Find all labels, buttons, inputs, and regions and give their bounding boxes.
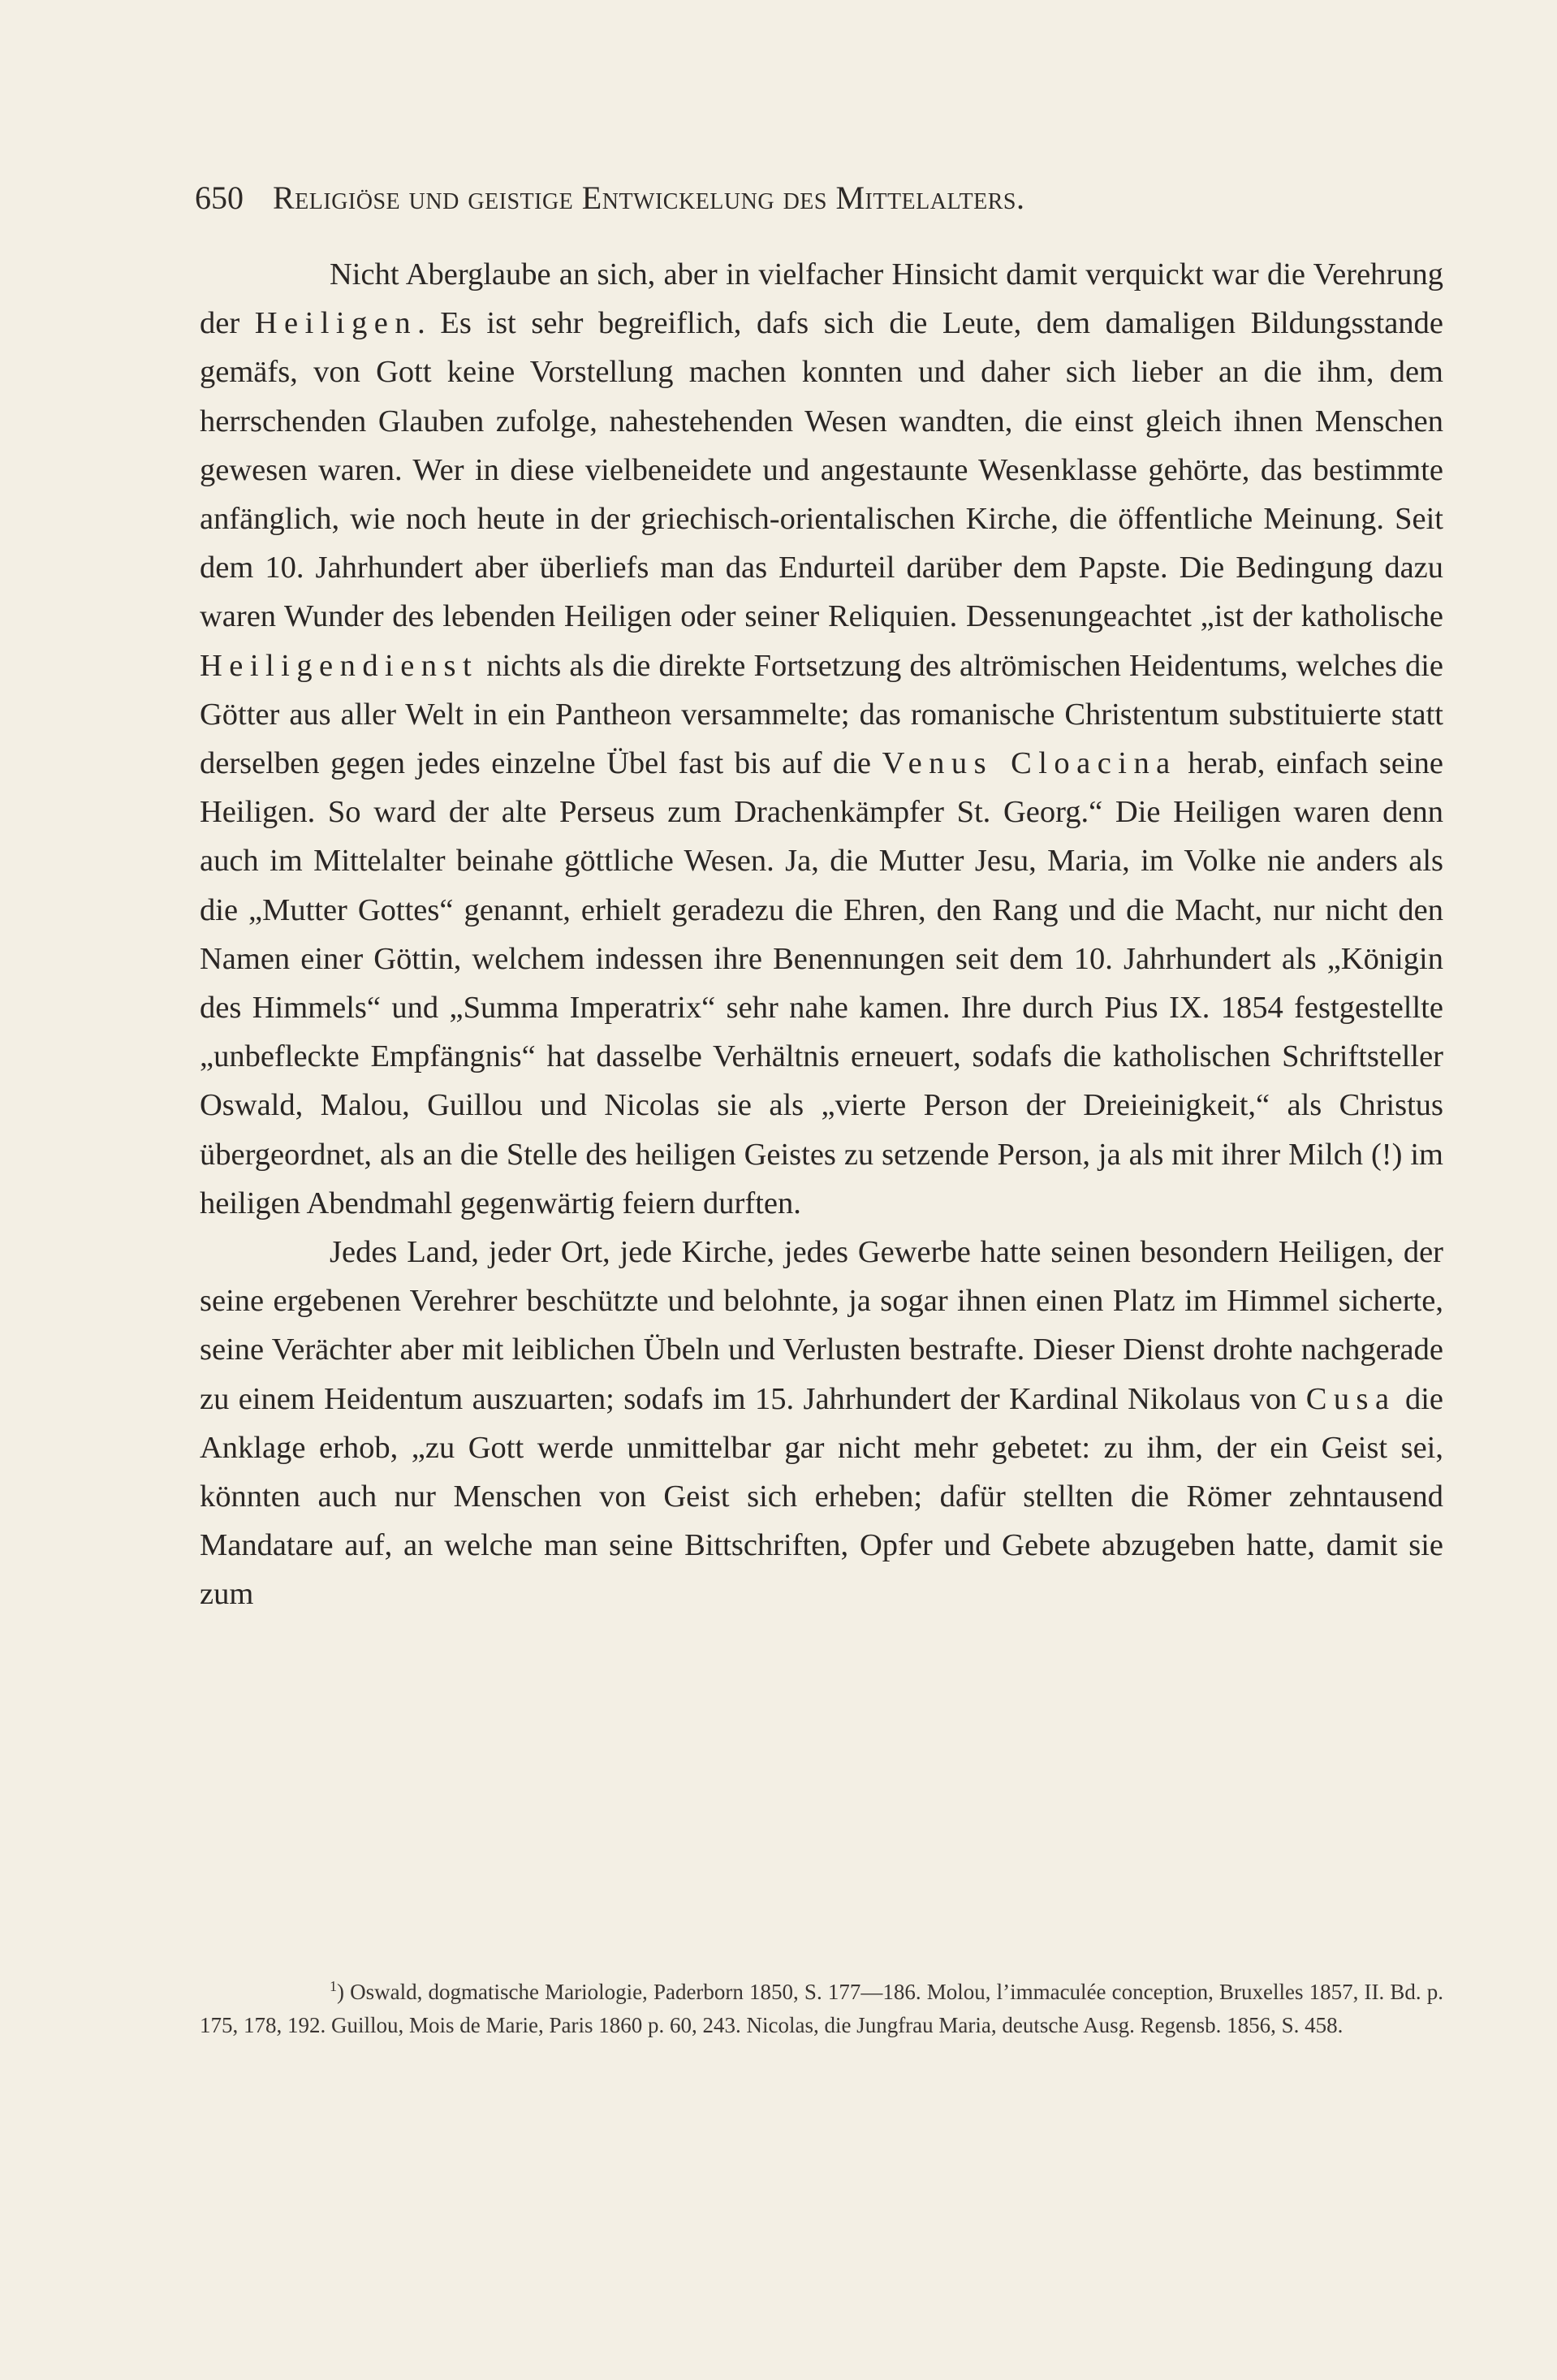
paragraph [200, 1228, 1443, 1619]
page-number: 650 [195, 179, 244, 216]
emphasized-term: Cusa [1305, 1381, 1396, 1416]
footnote-text: ) Oswald, dogmatische Mariologie, Paderborn 1850, S. 177—186. Molou, l’immaculée conception, Bruxelles 1857, II. Bd. p. 175, 178, 192. Guillou, Mois de Marie, Paris 1860 p. 60, 243. Nicolas, die Jungfrau Maria, deutsche Ausg. Regensb. 1856, S. 458. [200, 1980, 1443, 2037]
emphasized-term: Heiligendienst [200, 648, 479, 683]
text-segment: . Es ist sehr begreiflich, dafs sich die Leute, dem damaligen Bildungsstande gemäfs, von Gott keine Vorstellung machen konnten und daher sich lieber an die ihm, dem herrschenden Glauben zufolge, nahestehenden Wesen wandten, die einst gleich ihnen Menschen gewesen waren. Wer in diese vielbeneidete und angestaunte Wesenklasse gehörte, das bestimmte anfänglich, wie noch heute in der griechisch-orientalischen Kirche, die öffentliche Meinung. Seit dem 10. Jahrhundert aber überliefs man das Endurteil darüber dem Papste. Die Bedingung dazu waren Wunder des lebenden Heiligen oder seiner Reliquien. Dessenungeachtet „ist der katholische [200, 306, 1443, 634]
text-segment: Nicht Aberglaube an sich, aber in vielfacher Hinsicht damit verquickt war die Verehrung der [200, 257, 1443, 341]
text-segment: Jedes Land, jeder Ort, jede Kirche, jedes Gewerbe hatte seinen besondern Heiligen, der seine ergebenen Verehrer beschützte und belohnte, ja sogar ihnen einen Platz im Himmel sicherte, seine Verächter aber mit leiblichen Übeln und Verlusten bestrafte. Dieser Dienst drohte nachgerade zu einem Heidentum auszuarten; sodafs im 15. Jahrhundert der Kardinal Nikolaus von [200, 1235, 1443, 1416]
text-segment: nichts als die direkte Fortsetzung des altrömischen Heidentums, welches die Götter aus aller Welt in ein Pantheon versammelte; das romanische Christentum substituierte statt derselben gegen jedes einzelne Übel fast bis auf die [200, 648, 1443, 781]
running-title: Religiöse und geistige Entwickelung des Mittelalters. [273, 179, 1025, 216]
footnote-marker: 1 [330, 1978, 337, 1994]
emphasized-term: Heiligen [254, 306, 418, 341]
paragraph [200, 250, 1443, 1228]
footnote [200, 1970, 1443, 2042]
footnotes [200, 1970, 1443, 2042]
page-header [195, 175, 1364, 221]
text-segment: herab, einfach seine Heiligen. So ward der alte Perseus zum Drachenkämpfer St. Georg.“ Die Heiligen waren denn auch im Mittelalter beinahe göttliche Wesen. Ja, die Mutter Jesu, Maria, im Volke nie anders als die „Mutter Gottes“ genannt, erhielt geradezu die Ehren, den Rang und die Macht, nur nicht den Namen einer Göttin, welchem indessen ihre Benennungen seit dem 10. Jahrhundert als „Königin des Himmels“ und „Summa Imperatrix“ sehr nahe kamen. Ihre durch Pius IX. 1854 festgestellte „unbefleckte Empfängnis“ hat dasselbe Verhältnis erneuert, sodafs die katholischen Schriftsteller Oswald, Malou, Guillou und Nicolas sie als „vierte Person der Dreieinigkeit,“ als Christus übergeordnet, als an die Stelle des heiligen Geistes zu setzende Person, ja als mit ihrer Milch (!) im heiligen Abendmahl gegenwärtig feiern durften. [200, 746, 1443, 1220]
body-text [200, 250, 1443, 1619]
emphasized-term: Venus Cloacina [882, 746, 1177, 781]
text-segment: die Anklage erhob, „zu Gott werde unmittelbar gar nicht mehr gebetet: zu ihm, der ein Geist sei, könnten auch nur Menschen von Geist sich erheben; dafür stellten die Römer zehntausend Mandatare auf, an welche man seine Bittschriften, Opfer und Gebete abzugeben hatte, damit sie zum [200, 1381, 1443, 1612]
